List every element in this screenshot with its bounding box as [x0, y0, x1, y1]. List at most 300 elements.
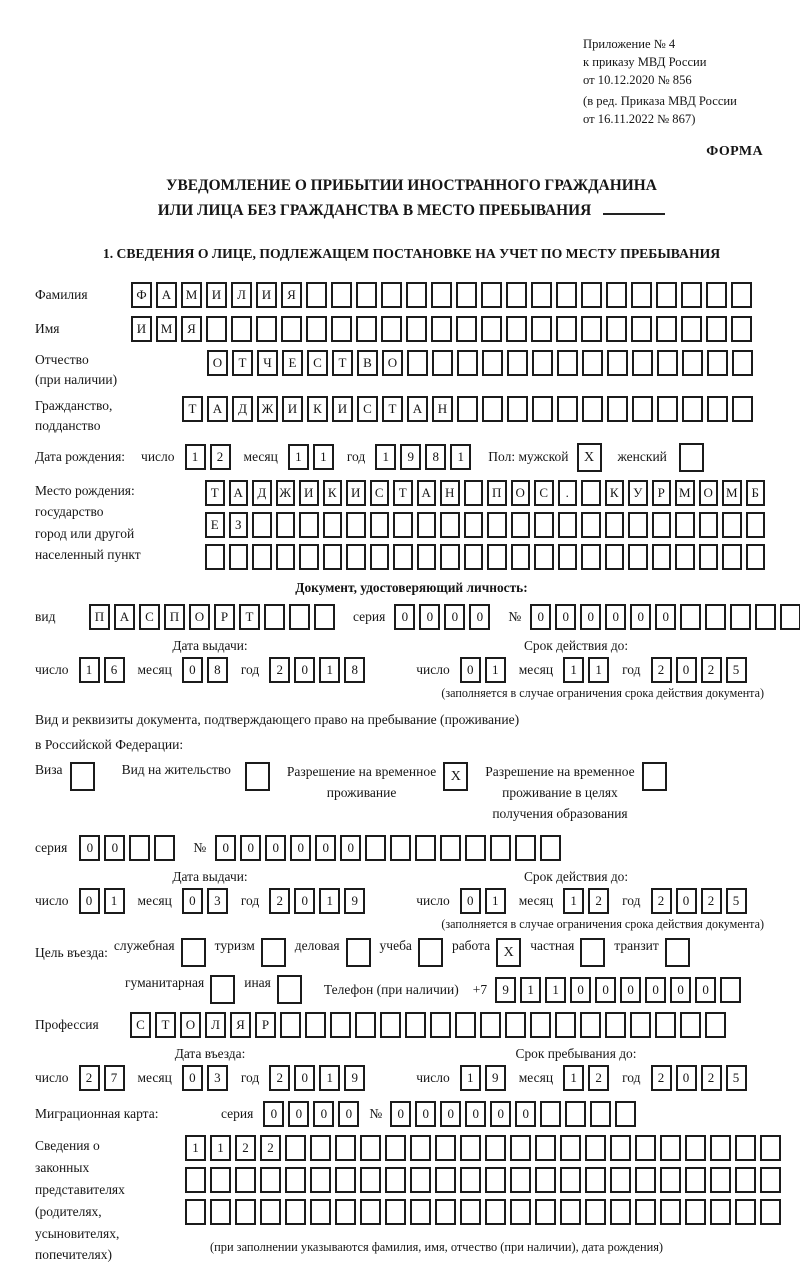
char-cell[interactable]	[530, 1012, 551, 1038]
char-cell[interactable]: 9	[485, 1065, 506, 1091]
char-cell[interactable]	[558, 512, 578, 538]
char-cell[interactable]: Р	[255, 1012, 276, 1038]
char-cell[interactable]	[457, 396, 478, 422]
gender-female-checkbox[interactable]	[679, 443, 704, 472]
char-cell[interactable]: С	[130, 1012, 151, 1038]
char-cell[interactable]	[510, 1167, 531, 1193]
char-cell[interactable]	[660, 1199, 681, 1225]
char-cell[interactable]	[360, 1167, 381, 1193]
char-cell[interactable]	[485, 1167, 506, 1193]
char-cell[interactable]: Я	[181, 316, 202, 342]
char-cell[interactable]: 1	[485, 888, 506, 914]
char-cell[interactable]	[760, 1167, 781, 1193]
char-cell[interactable]	[356, 282, 377, 308]
char-cell[interactable]: 9	[344, 1065, 365, 1091]
char-cell[interactable]	[331, 282, 352, 308]
char-cell[interactable]	[299, 544, 319, 570]
char-cell[interactable]	[615, 1101, 636, 1127]
char-cell[interactable]: 0	[415, 1101, 436, 1127]
char-cell[interactable]: О	[189, 604, 210, 630]
char-cell[interactable]: 3	[207, 888, 228, 914]
char-cell[interactable]: П	[89, 604, 110, 630]
char-cell[interactable]: Л	[205, 1012, 226, 1038]
char-cell[interactable]	[460, 1135, 481, 1161]
char-cell[interactable]	[335, 1135, 356, 1161]
char-cell[interactable]: Я	[230, 1012, 251, 1038]
char-cell[interactable]	[482, 350, 503, 376]
char-cell[interactable]	[581, 544, 601, 570]
char-cell[interactable]	[685, 1199, 706, 1225]
char-cell[interactable]	[405, 1012, 426, 1038]
char-cell[interactable]: О	[699, 480, 719, 506]
purpose-official-checkbox[interactable]	[181, 938, 206, 967]
char-cell[interactable]	[760, 1199, 781, 1225]
char-cell[interactable]	[417, 544, 437, 570]
char-cell[interactable]: С	[357, 396, 378, 422]
char-cell[interactable]: С	[534, 480, 554, 506]
char-cell[interactable]: А	[207, 396, 228, 422]
char-cell[interactable]: Е	[282, 350, 303, 376]
char-cell[interactable]: 8	[425, 444, 446, 470]
char-cell[interactable]: Т	[155, 1012, 176, 1038]
char-cell[interactable]	[560, 1167, 581, 1193]
char-cell[interactable]: 0	[290, 835, 311, 861]
char-cell[interactable]: 1	[288, 444, 309, 470]
char-cell[interactable]: И	[206, 282, 227, 308]
char-cell[interactable]: И	[332, 396, 353, 422]
char-cell[interactable]: А	[229, 480, 249, 506]
char-cell[interactable]	[410, 1199, 431, 1225]
char-cell[interactable]	[276, 512, 296, 538]
char-cell[interactable]	[306, 316, 327, 342]
char-cell[interactable]	[635, 1199, 656, 1225]
char-cell[interactable]: 2	[210, 444, 231, 470]
char-cell[interactable]	[417, 512, 437, 538]
char-cell[interactable]	[606, 316, 627, 342]
char-cell[interactable]: Р	[214, 604, 235, 630]
char-cell[interactable]	[607, 350, 628, 376]
char-cell[interactable]: 2	[269, 657, 290, 683]
char-cell[interactable]: 1	[319, 657, 340, 683]
char-cell[interactable]: М	[675, 480, 695, 506]
char-cell[interactable]	[465, 835, 486, 861]
char-cell[interactable]	[735, 1135, 756, 1161]
char-cell[interactable]	[540, 835, 561, 861]
char-cell[interactable]: 2	[79, 1065, 100, 1091]
char-cell[interactable]: 0	[288, 1101, 309, 1127]
char-cell[interactable]: 0	[315, 835, 336, 861]
purpose-private-checkbox[interactable]	[580, 938, 605, 967]
char-cell[interactable]: 1	[563, 888, 584, 914]
char-cell[interactable]: 0	[265, 835, 286, 861]
char-cell[interactable]: 2	[269, 888, 290, 914]
char-cell[interactable]: 1	[460, 1065, 481, 1091]
char-cell[interactable]	[735, 1167, 756, 1193]
char-cell[interactable]	[680, 1012, 701, 1038]
char-cell[interactable]	[632, 350, 653, 376]
char-cell[interactable]	[370, 544, 390, 570]
char-cell[interactable]	[356, 316, 377, 342]
char-cell[interactable]	[605, 512, 625, 538]
char-cell[interactable]: 0	[620, 977, 641, 1003]
char-cell[interactable]	[581, 512, 601, 538]
char-cell[interactable]	[681, 316, 702, 342]
char-cell[interactable]	[481, 316, 502, 342]
char-cell[interactable]: 0	[530, 604, 551, 630]
char-cell[interactable]	[685, 1135, 706, 1161]
char-cell[interactable]: 0	[390, 1101, 411, 1127]
char-cell[interactable]	[531, 316, 552, 342]
char-cell[interactable]: 0	[676, 888, 697, 914]
char-cell[interactable]	[631, 282, 652, 308]
purpose-other-checkbox[interactable]	[277, 975, 302, 1004]
char-cell[interactable]	[185, 1199, 206, 1225]
char-cell[interactable]: Ф	[131, 282, 152, 308]
char-cell[interactable]	[410, 1135, 431, 1161]
char-cell[interactable]	[515, 835, 536, 861]
char-cell[interactable]: 0	[263, 1101, 284, 1127]
purpose-transit-checkbox[interactable]	[665, 938, 690, 967]
char-cell[interactable]: 0	[182, 1065, 203, 1091]
char-cell[interactable]: 1	[375, 444, 396, 470]
char-cell[interactable]	[657, 396, 678, 422]
char-cell[interactable]	[722, 512, 742, 538]
char-cell[interactable]	[681, 282, 702, 308]
char-cell[interactable]: Т	[393, 480, 413, 506]
char-cell[interactable]	[507, 350, 528, 376]
char-cell[interactable]	[365, 835, 386, 861]
char-cell[interactable]: О	[511, 480, 531, 506]
char-cell[interactable]	[755, 604, 776, 630]
char-cell[interactable]	[487, 512, 507, 538]
char-cell[interactable]: 0	[104, 835, 125, 861]
char-cell[interactable]	[440, 512, 460, 538]
char-cell[interactable]	[431, 316, 452, 342]
char-cell[interactable]: 0	[695, 977, 716, 1003]
char-cell[interactable]	[229, 544, 249, 570]
char-cell[interactable]: В	[357, 350, 378, 376]
char-cell[interactable]	[606, 282, 627, 308]
gender-male-checkbox[interactable]: X	[577, 443, 602, 472]
char-cell[interactable]: О	[180, 1012, 201, 1038]
char-cell[interactable]	[510, 1199, 531, 1225]
char-cell[interactable]	[531, 282, 552, 308]
char-cell[interactable]	[393, 512, 413, 538]
char-cell[interactable]	[746, 512, 766, 538]
char-cell[interactable]	[780, 604, 800, 630]
char-cell[interactable]: Т	[382, 396, 403, 422]
char-cell[interactable]	[485, 1199, 506, 1225]
char-cell[interactable]: К	[307, 396, 328, 422]
char-cell[interactable]	[381, 316, 402, 342]
char-cell[interactable]	[556, 316, 577, 342]
char-cell[interactable]	[731, 282, 752, 308]
char-cell[interactable]	[385, 1167, 406, 1193]
purpose-business-checkbox[interactable]	[346, 938, 371, 967]
char-cell[interactable]: О	[382, 350, 403, 376]
char-cell[interactable]	[385, 1135, 406, 1161]
char-cell[interactable]: 0	[182, 888, 203, 914]
char-cell[interactable]	[510, 1135, 531, 1161]
char-cell[interactable]	[330, 1012, 351, 1038]
char-cell[interactable]	[435, 1199, 456, 1225]
char-cell[interactable]: 0	[465, 1101, 486, 1127]
char-cell[interactable]: 2	[701, 657, 722, 683]
char-cell[interactable]	[610, 1199, 631, 1225]
char-cell[interactable]: 2	[260, 1135, 281, 1161]
char-cell[interactable]	[581, 316, 602, 342]
char-cell[interactable]: 0	[580, 604, 601, 630]
char-cell[interactable]: У	[628, 480, 648, 506]
char-cell[interactable]	[699, 512, 719, 538]
char-cell[interactable]	[582, 350, 603, 376]
char-cell[interactable]	[306, 282, 327, 308]
char-cell[interactable]	[505, 1012, 526, 1038]
char-cell[interactable]	[289, 604, 310, 630]
char-cell[interactable]: З	[229, 512, 249, 538]
char-cell[interactable]: 2	[651, 888, 672, 914]
char-cell[interactable]: С	[370, 480, 390, 506]
char-cell[interactable]	[390, 835, 411, 861]
char-cell[interactable]	[335, 1199, 356, 1225]
char-cell[interactable]	[652, 512, 672, 538]
char-cell[interactable]	[305, 1012, 326, 1038]
char-cell[interactable]: С	[307, 350, 328, 376]
char-cell[interactable]	[660, 1167, 681, 1193]
char-cell[interactable]	[464, 544, 484, 570]
char-cell[interactable]	[707, 396, 728, 422]
char-cell[interactable]	[299, 512, 319, 538]
char-cell[interactable]: 9	[400, 444, 421, 470]
char-cell[interactable]	[657, 350, 678, 376]
char-cell[interactable]: С	[139, 604, 160, 630]
char-cell[interactable]	[632, 396, 653, 422]
char-cell[interactable]	[682, 350, 703, 376]
char-cell[interactable]	[482, 396, 503, 422]
char-cell[interactable]	[580, 1012, 601, 1038]
char-cell[interactable]	[346, 512, 366, 538]
char-cell[interactable]	[705, 604, 726, 630]
char-cell[interactable]	[355, 1012, 376, 1038]
char-cell[interactable]: 0	[313, 1101, 334, 1127]
char-cell[interactable]	[722, 544, 742, 570]
char-cell[interactable]: 1	[104, 888, 125, 914]
char-cell[interactable]	[534, 544, 554, 570]
char-cell[interactable]: 0	[340, 835, 361, 861]
char-cell[interactable]: Ж	[257, 396, 278, 422]
char-cell[interactable]: К	[323, 480, 343, 506]
char-cell[interactable]: 1	[563, 1065, 584, 1091]
char-cell[interactable]	[535, 1199, 556, 1225]
char-cell[interactable]	[507, 396, 528, 422]
char-cell[interactable]: 0	[394, 604, 415, 630]
temp-residence-education-checkbox[interactable]	[642, 762, 667, 791]
char-cell[interactable]: 1	[185, 444, 206, 470]
char-cell[interactable]	[360, 1199, 381, 1225]
char-cell[interactable]	[457, 350, 478, 376]
char-cell[interactable]	[605, 544, 625, 570]
char-cell[interactable]	[735, 1199, 756, 1225]
char-cell[interactable]	[154, 835, 175, 861]
char-cell[interactable]: 6	[104, 657, 125, 683]
char-cell[interactable]	[585, 1135, 606, 1161]
char-cell[interactable]: 0	[655, 604, 676, 630]
char-cell[interactable]: Д	[252, 480, 272, 506]
char-cell[interactable]	[440, 835, 461, 861]
char-cell[interactable]: 0	[338, 1101, 359, 1127]
char-cell[interactable]	[535, 1135, 556, 1161]
char-cell[interactable]	[707, 350, 728, 376]
char-cell[interactable]: 8	[207, 657, 228, 683]
char-cell[interactable]: 1	[185, 1135, 206, 1161]
char-cell[interactable]: 0	[490, 1101, 511, 1127]
char-cell[interactable]	[260, 1199, 281, 1225]
char-cell[interactable]: А	[407, 396, 428, 422]
char-cell[interactable]: 0	[294, 888, 315, 914]
char-cell[interactable]	[706, 316, 727, 342]
residence-permit-checkbox[interactable]	[245, 762, 270, 791]
char-cell[interactable]	[730, 604, 751, 630]
char-cell[interactable]	[206, 316, 227, 342]
char-cell[interactable]	[410, 1167, 431, 1193]
char-cell[interactable]: Т	[232, 350, 253, 376]
char-cell[interactable]	[285, 1135, 306, 1161]
char-cell[interactable]: 0	[515, 1101, 536, 1127]
char-cell[interactable]	[731, 316, 752, 342]
char-cell[interactable]: 0	[645, 977, 666, 1003]
char-cell[interactable]	[628, 544, 648, 570]
char-cell[interactable]	[511, 544, 531, 570]
char-cell[interactable]	[252, 512, 272, 538]
char-cell[interactable]	[480, 1012, 501, 1038]
char-cell[interactable]: 2	[588, 1065, 609, 1091]
char-cell[interactable]	[205, 544, 225, 570]
char-cell[interactable]: 0	[676, 657, 697, 683]
char-cell[interactable]	[710, 1199, 731, 1225]
char-cell[interactable]	[746, 544, 766, 570]
char-cell[interactable]	[415, 835, 436, 861]
char-cell[interactable]	[582, 396, 603, 422]
char-cell[interactable]: 0	[419, 604, 440, 630]
char-cell[interactable]: 1	[520, 977, 541, 1003]
char-cell[interactable]	[699, 544, 719, 570]
char-cell[interactable]	[660, 1135, 681, 1161]
char-cell[interactable]: 0	[294, 657, 315, 683]
char-cell[interactable]: 0	[630, 604, 651, 630]
char-cell[interactable]: Я	[281, 282, 302, 308]
char-cell[interactable]	[760, 1135, 781, 1161]
char-cell[interactable]	[490, 835, 511, 861]
char-cell[interactable]	[435, 1135, 456, 1161]
char-cell[interactable]	[380, 1012, 401, 1038]
char-cell[interactable]	[370, 512, 390, 538]
char-cell[interactable]: 0	[460, 657, 481, 683]
char-cell[interactable]	[381, 282, 402, 308]
char-cell[interactable]: А	[417, 480, 437, 506]
char-cell[interactable]	[685, 1167, 706, 1193]
char-cell[interactable]	[581, 282, 602, 308]
char-cell[interactable]	[487, 544, 507, 570]
char-cell[interactable]	[680, 604, 701, 630]
char-cell[interactable]: К	[605, 480, 625, 506]
char-cell[interactable]: 0	[440, 1101, 461, 1127]
char-cell[interactable]: Т	[182, 396, 203, 422]
char-cell[interactable]: 0	[460, 888, 481, 914]
char-cell[interactable]	[558, 544, 578, 570]
char-cell[interactable]	[440, 544, 460, 570]
char-cell[interactable]	[456, 316, 477, 342]
char-cell[interactable]: 2	[701, 888, 722, 914]
char-cell[interactable]: М	[722, 480, 742, 506]
char-cell[interactable]	[628, 512, 648, 538]
char-cell[interactable]	[560, 1135, 581, 1161]
char-cell[interactable]: 1	[563, 657, 584, 683]
char-cell[interactable]: 2	[651, 1065, 672, 1091]
char-cell[interactable]	[385, 1199, 406, 1225]
char-cell[interactable]	[276, 544, 296, 570]
char-cell[interactable]: Т	[239, 604, 260, 630]
char-cell[interactable]: М	[181, 282, 202, 308]
char-cell[interactable]: Ж	[276, 480, 296, 506]
char-cell[interactable]	[432, 350, 453, 376]
char-cell[interactable]	[556, 282, 577, 308]
char-cell[interactable]	[331, 316, 352, 342]
char-cell[interactable]: Р	[652, 480, 672, 506]
char-cell[interactable]: 0	[595, 977, 616, 1003]
purpose-study-checkbox[interactable]	[418, 938, 443, 967]
char-cell[interactable]	[585, 1199, 606, 1225]
char-cell[interactable]	[581, 480, 601, 506]
char-cell[interactable]: 1	[588, 657, 609, 683]
char-cell[interactable]: 2	[269, 1065, 290, 1091]
char-cell[interactable]: 1	[210, 1135, 231, 1161]
char-cell[interactable]	[675, 512, 695, 538]
char-cell[interactable]	[264, 604, 285, 630]
char-cell[interactable]: 0	[79, 835, 100, 861]
char-cell[interactable]: 0	[79, 888, 100, 914]
char-cell[interactable]: 2	[588, 888, 609, 914]
char-cell[interactable]: 0	[469, 604, 490, 630]
char-cell[interactable]	[485, 1135, 506, 1161]
char-cell[interactable]	[235, 1199, 256, 1225]
char-cell[interactable]: Н	[432, 396, 453, 422]
char-cell[interactable]: 5	[726, 657, 747, 683]
char-cell[interactable]: Ч	[257, 350, 278, 376]
char-cell[interactable]: И	[131, 316, 152, 342]
char-cell[interactable]	[675, 544, 695, 570]
char-cell[interactable]	[323, 544, 343, 570]
char-cell[interactable]	[231, 316, 252, 342]
temp-residence-checkbox[interactable]: X	[443, 762, 468, 791]
char-cell[interactable]: 2	[701, 1065, 722, 1091]
char-cell[interactable]	[682, 396, 703, 422]
char-cell[interactable]: О	[207, 350, 228, 376]
char-cell[interactable]	[710, 1167, 731, 1193]
char-cell[interactable]	[455, 1012, 476, 1038]
char-cell[interactable]: А	[114, 604, 135, 630]
char-cell[interactable]	[555, 1012, 576, 1038]
char-cell[interactable]	[506, 282, 527, 308]
char-cell[interactable]	[705, 1012, 726, 1038]
char-cell[interactable]	[252, 544, 272, 570]
char-cell[interactable]	[310, 1135, 331, 1161]
char-cell[interactable]	[129, 835, 150, 861]
char-cell[interactable]: 0	[294, 1065, 315, 1091]
char-cell[interactable]	[260, 1167, 281, 1193]
char-cell[interactable]: 8	[344, 657, 365, 683]
char-cell[interactable]: 7	[104, 1065, 125, 1091]
char-cell[interactable]	[464, 480, 484, 506]
